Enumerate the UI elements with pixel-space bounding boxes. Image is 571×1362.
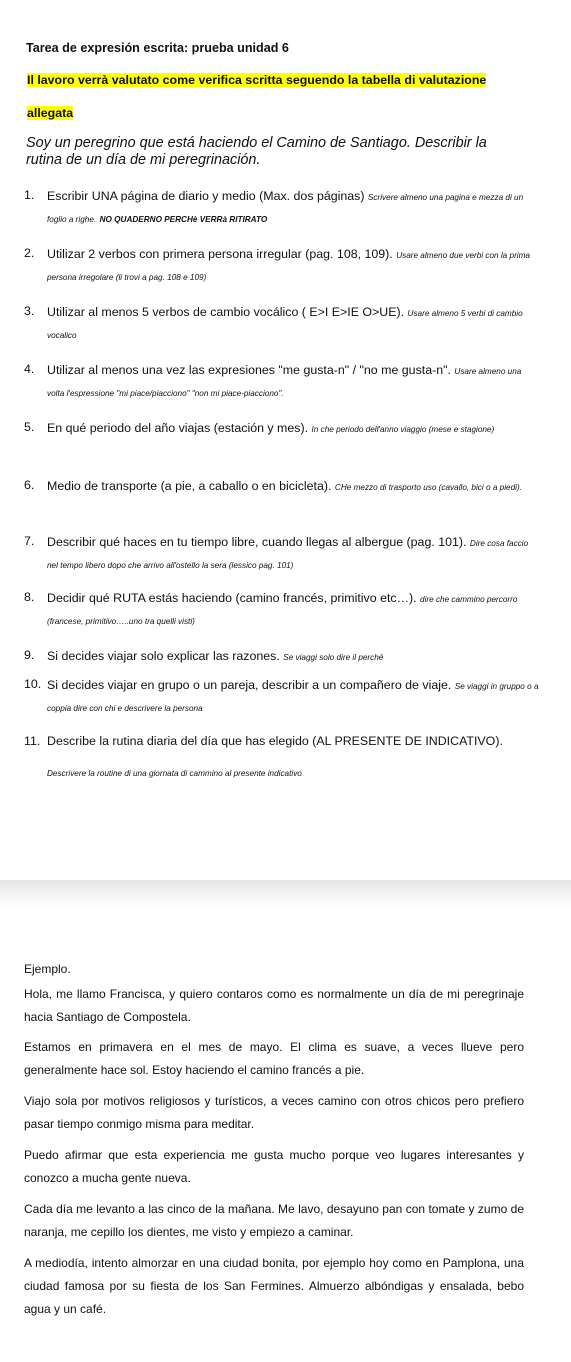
item-note: Usare almeno una volta l'espressione "mi piace/piacciono" "non mi piace-piacciono".	[47, 367, 522, 398]
item-note: In che periodo dell'anno viaggio (mese e stagione)	[311, 425, 495, 434]
item-text: Describir qué haces en tu tiempo libre, cuando llegas al albergue (pag. 101).	[47, 535, 467, 549]
item-note: Se viaggi solo dire il perché	[283, 653, 384, 662]
item-text: Escribir UNA página de diario y medio (Max. dos páginas)	[47, 189, 365, 203]
item-text: Describe la rutina diaria del día que has elegido (AL PRESENTE DE INDICATIVO).	[47, 734, 503, 748]
example-paragraph: A mediodía, intento almorzar en una ciudad bonita, por ejemplo hoy como en Pamplona, una ciudad famosa por su fiesta de los San Fermines. Almuerzo albóndigas y ensalada, bebo agua y un café.	[24, 1256, 524, 1316]
example-paragraph: Puedo afirmar que esta experiencia me gusta mucho porque veo lugares interesantes y conozco a mucha gente nueva.	[24, 1148, 524, 1185]
example-paragraph: Viajo sola por motivos religiosos y turísticos, a veces camino con otros chicos pero prefiero pasar tiempo conmigo misma para meditar.	[24, 1094, 524, 1131]
example-paragraph: Cada día me levanto a las cinco de la mañana. Me lavo, desayuno pan con tomate y zumo de naranja, me cepillo los dientes, me visto y empiezo a caminar.	[24, 1202, 524, 1239]
item-number: 3.	[24, 304, 35, 318]
item-note: Usare almeno 5 verbi di cambio vocalico	[47, 309, 523, 340]
item-number: 1.	[24, 188, 35, 202]
item-note: Se viaggi in gruppo o a coppia dire con chi e descrivere la persona	[47, 682, 539, 713]
item-number: 10.	[24, 677, 42, 691]
item-text: Medio de transporte (a pie, a caballo o en bicicleta).	[47, 479, 332, 493]
item-text: En qué periodo del año viajas (estación y mes).	[47, 421, 309, 435]
highlighted-note-line-2: allegata	[27, 106, 74, 120]
example-paragraph: Estamos en primavera en el mes de mayo. El clima es suave, a veces llueve pero generalmente hace sol. Estoy haciendo el camino francés a pie.	[24, 1040, 524, 1077]
example-paragraph: Hola, me llamo Francisca, y quiero contaros como es normalmente un día de mi peregrinaje hacia Santiago de Compostela.	[24, 987, 524, 1024]
item-text: Decidir qué RUTA estás haciendo (camino francés, primitivo etc…).	[47, 591, 417, 605]
item-text: Si decides viajar solo explicar las razones.	[47, 649, 280, 663]
item-text: Si decides viajar en grupo o un pareja, describir a un compañero de viaje.	[47, 678, 452, 692]
item-note-bold: NO QUADERNO PERCHè VERRà RITIRATO	[99, 215, 268, 224]
item-note: Descrivere la routine di una giornata di cammino al presente indicativo	[47, 769, 302, 778]
item-note: dire che cammino percorro (francese, primitivo…..uno tra quelli visti)	[47, 595, 518, 626]
item-number: 6.	[24, 478, 35, 492]
assignment-prompt: Soy un peregrino que está haciendo el Camino de Santiago. Describir la rutina de un día de mi peregrinación.	[26, 135, 487, 168]
item-text: Utilizar 2 verbos con primera persona irregular (pag. 108, 109).	[47, 247, 393, 261]
example-title: Ejemplo.	[24, 962, 71, 976]
item-note: Dire cosa faccio nel tempo libero dopo che arrivo all'ostello la sera (lessico pag. 101)	[47, 539, 529, 570]
item-number: 9.	[24, 648, 35, 662]
highlighted-note-line-1: Il lavoro verrà valutato come verifica scritta seguendo la tabella di valutazione	[27, 73, 487, 87]
item-number: 4.	[24, 362, 35, 376]
document-page-2	[0, 908, 571, 1362]
item-number: 2.	[24, 246, 35, 260]
item-number: 7.	[24, 534, 35, 548]
item-note: CHe mezzo di trasporto uso (cavallo, bici o a piedi).	[334, 483, 522, 492]
page-separator	[0, 880, 571, 908]
document-title: Tarea de expresión escrita: prueba unidad 6	[26, 41, 289, 55]
item-note: Scrivere almeno una pagina e mezza di un foglio a righe.	[47, 193, 524, 224]
item-text: Utilizar al menos 5 verbos de cambio vocálico ( E>I E>IE O>UE).	[47, 305, 405, 319]
item-number: 11.	[24, 734, 41, 748]
item-text: Utilizar al menos una vez las expresiones "me gusta-n" / "no me gusta-n".	[47, 363, 451, 377]
item-number: 8.	[24, 590, 35, 604]
item-number: 5.	[24, 420, 35, 434]
item-note: Usare almeno due verbi con la prima persona irregolare (li trovi a pag. 108 e 109)	[47, 251, 530, 282]
